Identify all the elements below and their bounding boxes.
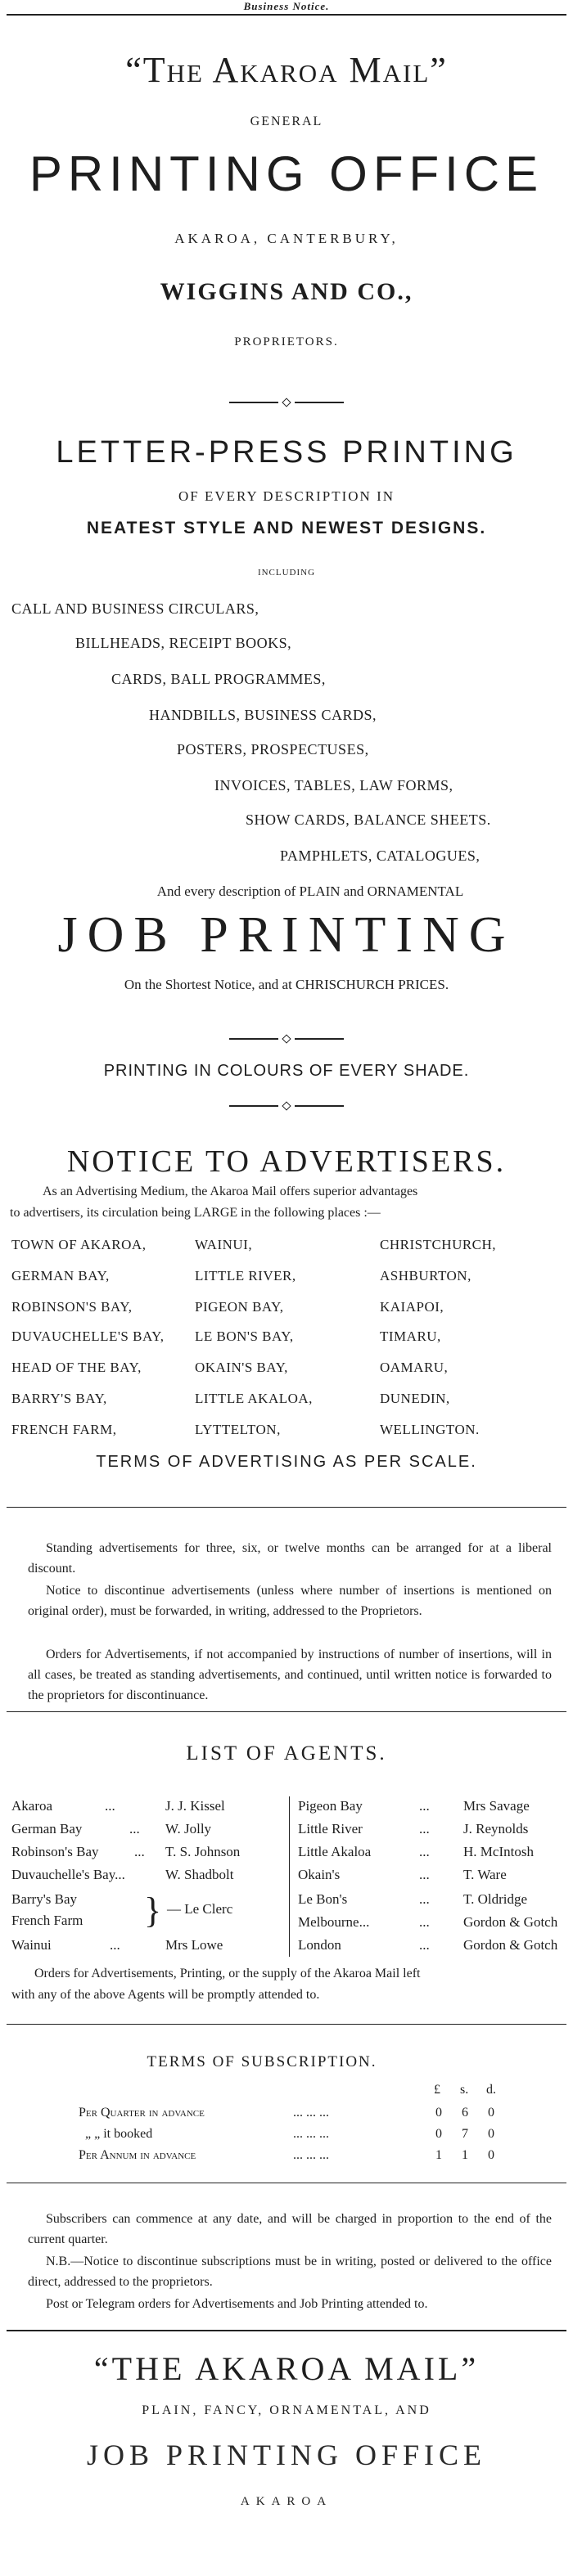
subs-header-shillings: s. <box>460 2083 469 2097</box>
service-item: BILLHEADS, RECEIPT BOOKS, <box>75 635 292 651</box>
town: ASHBURTON, <box>380 1268 471 1284</box>
shortest-notice-line: On the Shortest Notice, and at CHRISCHURCH PRICES. <box>124 977 449 992</box>
agent-place: Pigeon Bay <box>298 1798 363 1814</box>
town: HEAD OF THE BAY, <box>11 1360 142 1375</box>
town: LITTLE RIVER, <box>195 1268 296 1284</box>
neatest-style-line: NEATEST STYLE AND NEWEST DESIGNS. <box>86 519 487 537</box>
subs-row-pounds: 0 <box>435 2106 442 2120</box>
every-description-line: OF EVERY DESCRIPTION IN <box>178 488 395 504</box>
town: TIMARU, <box>380 1328 441 1344</box>
agent-place: French Farm <box>11 1913 83 1928</box>
agent-dots: ... <box>419 1914 430 1930</box>
agent-name: T. Ware <box>463 1867 507 1882</box>
service-item: PAMPHLETS, CATALOGUES, <box>280 847 481 864</box>
ornamental-divider-3 <box>229 1101 344 1111</box>
town: ROBINSON'S BAY, <box>11 1299 133 1315</box>
town: LYTTELTON, <box>195 1422 281 1437</box>
agent-dots: ... <box>129 1821 140 1836</box>
subs-row-shillings: 1 <box>462 2148 468 2162</box>
town: LE BON'S BAY, <box>195 1328 294 1344</box>
letterpress-heading: LETTER-PRESS PRINTING <box>56 435 517 470</box>
agent-name: J. J. Kissel <box>165 1798 225 1814</box>
terms-advertising-line: TERMS OF ADVERTISING AS PER SCALE. <box>96 1453 477 1471</box>
subs-row-dots: ... ... ... <box>293 2106 329 2120</box>
agent-name: Gordon & Gotch <box>463 1914 558 1930</box>
agent-place: German Bay <box>11 1821 83 1836</box>
proprietors-name: WIGGINS AND CO., <box>160 278 413 305</box>
service-item: HANDBILLS, BUSINESS CARDS, <box>149 707 377 723</box>
printing-office-heading: PRINTING OFFICE <box>29 146 544 201</box>
town: GERMAN BAY, <box>11 1268 110 1284</box>
agent-place: Wainui <box>11 1937 52 1953</box>
service-item: CARDS, BALL PROGRAMMES, <box>111 671 326 687</box>
agent-place: London <box>298 1937 341 1953</box>
town: KAIAPOI, <box>380 1299 444 1315</box>
subs-row-label: „ „ it booked <box>85 2127 153 2141</box>
agent-dots: ... <box>419 1821 430 1836</box>
town: PIGEON BAY, <box>195 1299 284 1315</box>
subscription-heading: TERMS OF SUBSCRIPTION. <box>147 2053 377 2070</box>
agent-place: Barry's Bay <box>11 1891 78 1907</box>
subs-row-shillings: 6 <box>462 2106 468 2120</box>
location-line: AKAROA, CANTERBURY, <box>174 231 399 246</box>
town: WELLINGTON. <box>380 1422 480 1437</box>
colours-line: PRINTING IN COLOURS OF EVERY SHADE. <box>103 1062 470 1080</box>
agent-name: Gordon & Gotch <box>463 1937 558 1953</box>
subs-row-label: Per Annum in advance <box>79 2148 196 2162</box>
orders-ads-paragraph: Orders for Advertisements, if not accompanied by instructions of number of insertions, will in all cases, be treated as standing advertisements, and continued, until written notice is forwarded to the proprietors for discontinuance. <box>28 1648 552 1702</box>
subs-header-pounds: £ <box>434 2083 440 2097</box>
subs-row-dots: ... ... ... <box>293 2148 329 2162</box>
agent-name: J. Reynolds <box>463 1821 529 1836</box>
agent-place: Okain's <box>298 1867 341 1882</box>
footer-job-office: JOB PRINTING OFFICE <box>86 2439 487 2471</box>
job-printing-heading: JOB PRINTING <box>57 907 516 963</box>
agent-dots: ... <box>110 1937 120 1953</box>
post-telegram-paragraph: Post or Telegram orders for Advertisements and Job Printing attended to. <box>46 2297 428 2311</box>
agent-place: Little River <box>298 1821 363 1836</box>
town: OAMARU, <box>380 1360 449 1375</box>
agents-note-2: with any of the above Agents will be promptly attended to. <box>11 1988 320 2002</box>
subs-row-pence: 0 <box>488 2127 494 2141</box>
section-rule-3 <box>7 2024 566 2025</box>
town: LITTLE AKALOA, <box>195 1391 313 1406</box>
ornamental-divider-2 <box>229 1034 344 1044</box>
subs-header-pence: d. <box>486 2083 496 2097</box>
footer-mail-title: “THE AKAROA MAIL” <box>93 2350 480 2387</box>
agent-dots: ... <box>134 1844 145 1859</box>
agent-dots: ... <box>419 1844 430 1859</box>
footer-akaroa: AKAROA <box>240 2495 333 2508</box>
subs-row-pence: 0 <box>488 2106 494 2120</box>
general-label: GENERAL <box>250 115 323 128</box>
agent-dots: ... <box>419 1798 430 1814</box>
nb-paragraph: N.B.—Notice to discontinue subscriptions must be in writing, posted or delivered to the office direct, addressed to the proprietors. <box>28 2255 552 2289</box>
agent-place: Le Bon's <box>298 1891 348 1907</box>
agent-name: H. McIntosh <box>463 1844 534 1859</box>
agent-dots: ... <box>105 1798 115 1814</box>
notice-intro-2: to advertisers, its circulation being LARGE in the following places :— <box>10 1206 381 1220</box>
service-item: POSTERS, PROSPECTUSES, <box>177 741 369 758</box>
subs-row-pounds: 0 <box>435 2127 442 2141</box>
standing-ads-paragraph: Standing advertisements for three, six, or twelve months can be arranged for at a liberal discount. <box>28 1541 552 1576</box>
subs-row-dots: ... ... ... <box>293 2127 329 2141</box>
section-rule-2 <box>7 1711 566 1712</box>
subs-row-label: Per Quarter in advance <box>79 2106 205 2120</box>
header-label: Business Notice. <box>243 0 330 12</box>
service-item: CALL AND BUSINESS CIRCULARS, <box>11 600 259 617</box>
section-rule-5 <box>7 2330 566 2331</box>
subs-row-pounds: 1 <box>435 2148 442 2162</box>
agent-name: T. Oldridge <box>463 1891 528 1907</box>
agent-name: Mrs Savage <box>463 1798 530 1814</box>
town: CHRISTCHURCH, <box>380 1237 497 1252</box>
agent-place: Akaroa <box>11 1798 53 1814</box>
town: BARRY'S BAY, <box>11 1391 107 1406</box>
town: DUVAUCHELLE'S BAY, <box>11 1328 165 1344</box>
subs-row-pence: 0 <box>488 2148 494 2162</box>
agent-name: T. S. Johnson <box>165 1844 241 1859</box>
town: FRENCH FARM, <box>11 1422 117 1437</box>
service-item: SHOW CARDS, BALANCE SHEETS. <box>246 811 491 828</box>
notice-intro-1: As an Advertising Medium, the Akaroa Mail offers superior advantages <box>43 1185 418 1198</box>
agent-name-shared: — Le Clerc <box>167 1901 233 1917</box>
including-label: INCLUDING <box>257 568 316 578</box>
town: DUNEDIN, <box>380 1391 450 1406</box>
every-plain-line: And every description of PLAIN and ORNAMENTAL <box>156 883 464 899</box>
agents-heading: LIST OF AGENTS. <box>186 1742 387 1765</box>
ornamental-divider-1 <box>229 398 344 407</box>
proprietors-label: PROPRIETORS. <box>234 335 339 348</box>
town: OKAIN'S BAY, <box>195 1360 288 1375</box>
service-item: INVOICES, TABLES, LAW FORMS, <box>214 777 453 793</box>
agent-place: Duvauchelle's Bay... <box>11 1867 125 1882</box>
agents-column-divider <box>289 1796 290 1957</box>
subs-row-shillings: 7 <box>462 2127 468 2141</box>
brace-icon: } <box>144 1890 162 1931</box>
top-rule <box>7 14 566 16</box>
town: WAINUI, <box>195 1237 253 1252</box>
notice-heading: NOTICE TO ADVERTISERS. <box>66 1144 507 1179</box>
discontinue-ads-paragraph: Notice to discontinue advertisements (unless where number of insertions is mentioned on original order), must be forwarded, in writing, addressed to the Proprietors. <box>28 1584 552 1618</box>
subscribers-paragraph: Subscribers can commence at any date, and will be charged in proportion to the end of the current quarter. <box>28 2212 552 2246</box>
agent-dots: ... <box>419 1937 430 1953</box>
agent-dots: ... <box>419 1867 430 1882</box>
agent-place: Melbourne... <box>298 1914 370 1930</box>
town: TOWN OF AKAROA, <box>11 1237 147 1252</box>
agents-note-1: Orders for Advertisements, Printing, or the supply of the Akaroa Mail left <box>34 1967 421 1980</box>
agent-place: Little Akaloa <box>298 1844 372 1859</box>
footer-plain-line: PLAIN, FANCY, ORNAMENTAL, AND <box>142 2403 431 2417</box>
agent-name: W. Shadbolt <box>165 1867 234 1882</box>
masthead-title: “The Akaroa Mail” <box>125 50 448 90</box>
agent-name: W. Jolly <box>165 1821 212 1836</box>
agent-dots: ... <box>419 1891 430 1907</box>
section-rule-1 <box>7 1507 566 1508</box>
agent-name: Mrs Lowe <box>165 1937 223 1953</box>
agent-place: Robinson's Bay <box>11 1844 99 1859</box>
